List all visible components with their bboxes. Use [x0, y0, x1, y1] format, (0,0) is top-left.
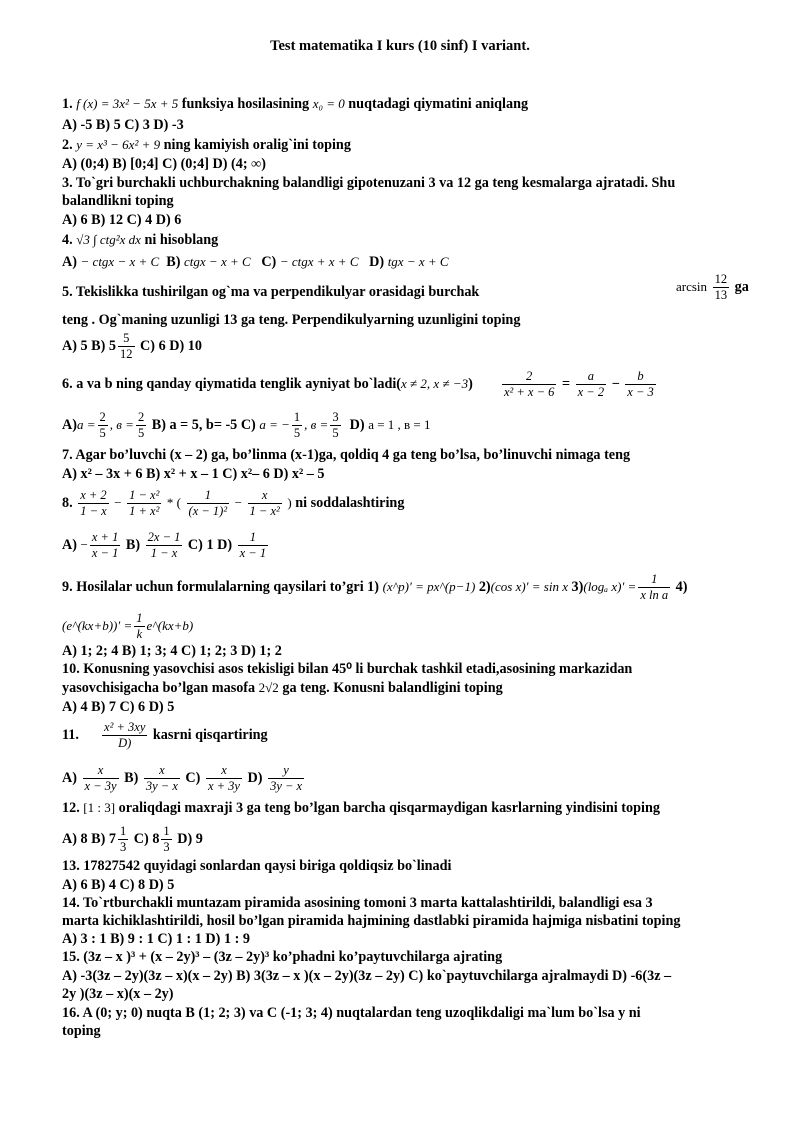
answers-14: A) 3 : 1 B) 9 : 1 C) 1 : 1 D) 1 : 9 [62, 931, 250, 947]
answers-8: A) − $\frac{x + 1}{x - 1}$ B) $\frac{2x - 1}{1 - x}$ C) 1 D) $\frac{1}{x - 1}$ [62, 530, 267, 560]
question-6: 6. a va b ning qanday qiymatida tenglik ayniyat bo`ladi(x ≠ 2, x ≠ −3) $\frac{2}{\text{x² + x − 6}}$ = $\frac{a}{x - 2}$ − $\frac{b}{x - 3}$ [62, 369, 654, 399]
question-9: 9. Hosilalar uchun formulalarning qaysilari to’gri 1) (x^p)′ = px^(p−1) 2)(cos x)′ = sin x 3)(logₐ x)′ = $\frac{1}{\text{x ln a}}$ 4) [62, 572, 688, 602]
question-3-line-2: balandlikni toping [62, 193, 174, 209]
question-5-line-2: teng . Og`maning uzunligi 13 ga teng. Perpendikulyarning uzunligini toping [62, 312, 521, 328]
answers-12: A) 8 B) 7 $\frac{1}{3}$ C) 8 $\frac{1}{3}$ D) 9 [62, 824, 203, 854]
question-4: 4. √3 ∫ ctg²x dx ni hisoblang [62, 232, 219, 248]
question-14-line-2: marta kichiklashtirildi, hosil bo’lgan piramida hajmining dastlabki piramida hajmiga nisbatini toping [62, 913, 681, 929]
answers-13: A) 6 B) 4 C) 8 D) 5 [62, 877, 175, 893]
question-2: 2. y = x³ − 6x² + 9 ning kamiyish oralig`ini toping [62, 137, 351, 153]
q5-arcsin: arcsin $\frac{12}{13}$ ga [676, 272, 749, 302]
answers-2: A) (0;4) B) [0;4] C) (0;4] D) (4; ∞) [62, 156, 266, 172]
page-title: Test matematika I kurs (10 sinf) I variant. [270, 38, 530, 54]
q1-point: x₀ = 0 [312, 96, 345, 111]
q6-fraction-1: $\frac{2}{\text{x² + x − 6}}$ [503, 369, 555, 399]
question-10-line-2: yasovchisigacha bo’lgan masofa 2√2 ga teng. Konusni balandligini toping [62, 680, 503, 696]
question-1: 1. f (x) = 3x² − 5x + 5 funksiya hosilasining x₀ = 0 nuqtadagi qiymatini aniqlang [62, 96, 529, 112]
q1-formula: f (x) = 3x² − 5x + 5 [76, 96, 179, 111]
question-9-formula-4: (e^(kx+b))′ = $\frac{1}{k}$ e^(kx+b) [62, 611, 194, 641]
answers-3: A) 6 B) 12 C) 4 D) 6 [62, 212, 182, 228]
q4-integral: √3 ∫ ctg²x dx [76, 232, 141, 247]
answers-9: A) 1; 2; 4 B) 1; 3; 4 C) 1; 2; 3 D) 1; 2 [62, 643, 282, 659]
answers-15-line-2: 2y )(3z – x)(x – 2y) [62, 986, 174, 1002]
answers-10: A) 4 B) 7 C) 6 D) 5 [62, 699, 175, 715]
question-11: 11. $\frac{\text{x² + 3xy}}{D)}$ kasrni qisqartiring [62, 720, 268, 750]
answers-11: A) $\frac{x}{x - 3y}$ B) $\frac{x}{3y - x}$ C) $\frac{x}{x + 3y}$ D) $\frac{y}{3y - x}$ [62, 763, 303, 793]
question-7: 7. Agar bo’luvchi (x – 2) ga, bo’linma (x-1)ga, qoldiq 4 ga teng bo’lsa, bo’linuvchi nimaga teng [62, 447, 631, 463]
question-13: 13. 17827542 quyidagi sonlardan qaysi biriga qoldiqsiz bo`linadi [62, 858, 452, 874]
answers-6: A)a = $\frac{2}{5}$ , в = $\frac{2}{5}$ B) a = 5, b= -5 C) a = − $\frac{1}{5}$ , в = $\frac{3}{5}$ D) a = 1 , в = 1 [62, 410, 431, 440]
question-16-line-1: 16. A (0; y; 0) nuqta B (1; 2; 3) va C (-1; 3; 4) nuqtalardan teng uzoqlikdaligi ma`lum bo`lsa y ni [62, 1005, 641, 1021]
answers-5: A) 5 B) 5 $\frac{5}{12}$ C) 6 D) 10 [62, 331, 202, 361]
answers-15-line-1: A) -3(3z – 2y)(3z – x)(x – 2y) B) 3(3z – x )(x – 2y)(3z – 2y) C) ko`paytuvchilarga ajralmaydi D) -6(3z – [62, 968, 672, 984]
question-8: 8. $\frac{x + 2}{1 - x}$ − $\frac{\text{1 − x²}}{\text{1 + x²}}$ * ( $\frac{1}{\text{(x − 1)²}}$ − $\frac{x}{\text{1 − x²}}$ ) ni soddalashtiring [62, 488, 405, 518]
question-5-line-1: 5. Tekislikka tushirilgan og`ma va perpendikulyar orasidagi burchak [62, 284, 480, 300]
question-10-line-1: 10. Konusning yasovchisi asos tekisligi bilan 45⁰ li burchak tashkil etadi,asosining markazidan [62, 661, 633, 677]
answers-4: A) − ctgx − x + C B) ctgx − x + C C) − ctgx + x + C D) tgx − x + C [62, 254, 449, 270]
question-15: 15. (3z – x )³ + (x – 2y)³ – (3z – 2y)³ ko’phadni ko’paytuvchilarga ajrating [62, 949, 503, 965]
answers-7: A) x² – 3x + 6 B) x² + x – 1 C) x²– 6 D) x² – 5 [62, 466, 325, 482]
question-12: 12. [1 : 3] oraliqdagi maxraji 3 ga teng bo’lgan barcha qisqarmaydigan kasrlarning yindisini toping [62, 800, 660, 816]
answers-1: A) -5 B) 5 C) 3 D) -3 [62, 117, 184, 133]
q2-formula: y = x³ − 6x² + 9 [76, 137, 161, 152]
question-3-line-1: 3. To`gri burchakli uchburchakning balandligi gipotenuzani 3 va 12 ga teng kesmalarga ajratadi. Shu [62, 175, 676, 191]
question-16-line-2: toping [62, 1023, 101, 1039]
question-14-line-1: 14. To`rtburchakli muntazam piramida asosining tomoni 3 marta kattalashtirildi, balandligi esa 3 [62, 895, 653, 911]
